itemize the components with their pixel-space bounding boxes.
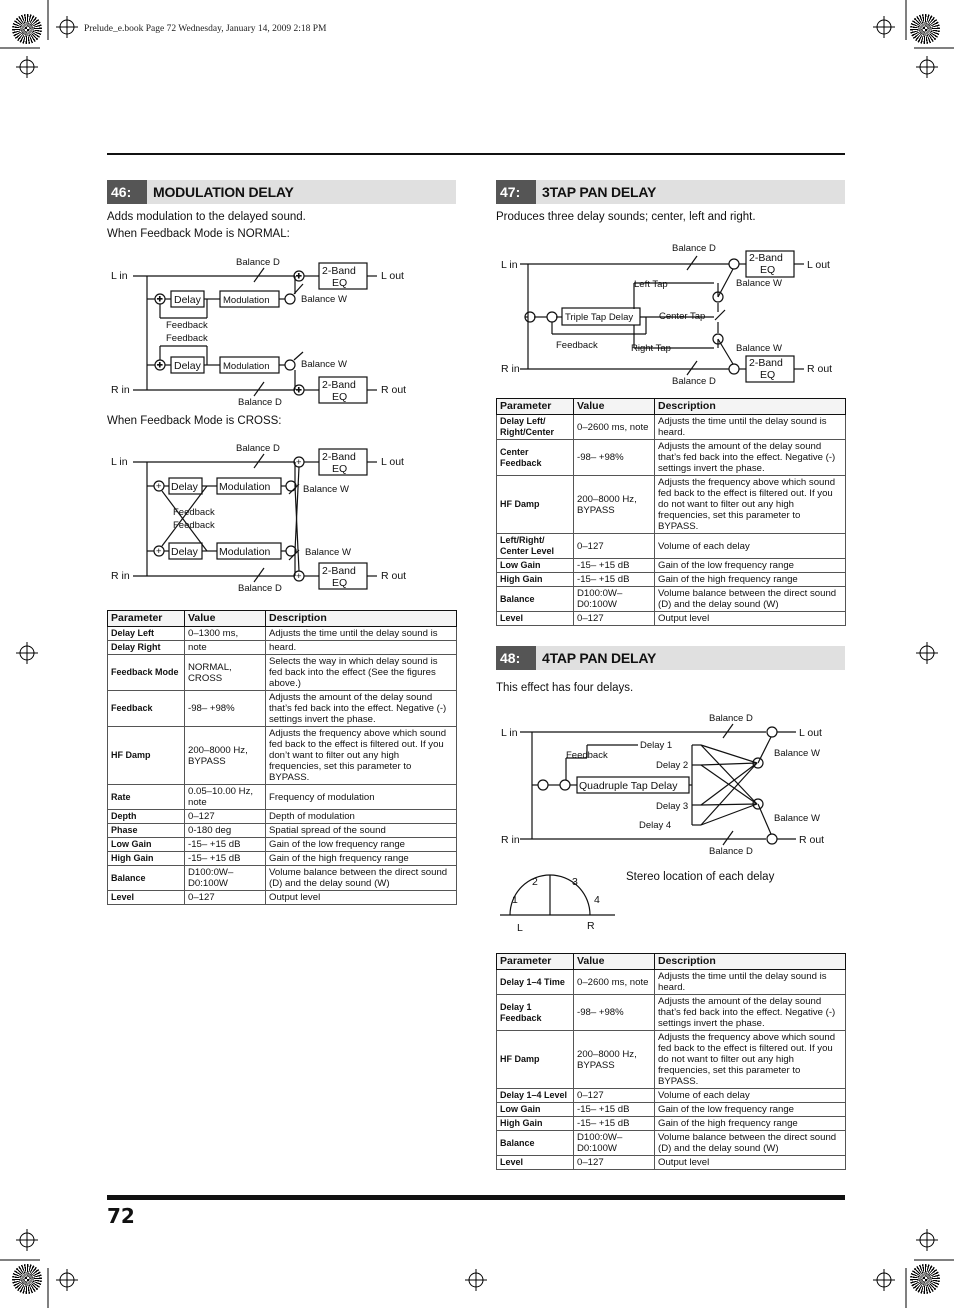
balance-w-label: Balance W <box>736 278 782 289</box>
description-cell: Gain of the low frequency range <box>655 1103 846 1117</box>
svg-text:+: + <box>157 360 163 371</box>
l-in-label: L in <box>111 270 128 282</box>
param-cell: Balance <box>108 866 185 891</box>
table-row <box>497 1031 846 1089</box>
description-cell: Spatial spread of the sound <box>266 824 457 838</box>
param-cell: Delay 1 Feedback <box>497 995 574 1031</box>
file-info-header: Prelude_e.book Page 72 Wednesday, January 14, 2009 2:18 PM <box>84 24 327 34</box>
value-cell: 0–127 <box>574 1156 655 1170</box>
description-cell: Volume balance between the direct sound (D) and the delay sound (W) <box>266 866 457 891</box>
column-header: Value <box>574 399 655 415</box>
value-cell: -15– +15 dB <box>185 838 266 852</box>
eq-label: EQ <box>332 391 348 403</box>
right-tap-label: Right Tap <box>631 343 671 354</box>
param-cell: Rate <box>108 785 185 810</box>
description-cell: Gain of the low frequency range <box>266 838 457 852</box>
delay-4-label: Delay 4 <box>639 820 672 831</box>
description-cell: heard. <box>266 641 457 655</box>
delay-2-label: Delay 2 <box>656 760 689 771</box>
balance-d-label: Balance D <box>709 713 753 724</box>
param-cell: Level <box>497 612 574 626</box>
description-cell: Volume balance between the direct sound (D) and the delay sound (W) <box>655 587 846 612</box>
crosshair-icon <box>916 642 938 664</box>
eq-label: EQ <box>760 264 776 276</box>
balance-w-label: Balance W <box>305 547 351 558</box>
crosshair-icon <box>56 16 78 38</box>
3tap-pan-delay-param-table <box>496 398 846 626</box>
r-in-label: R in <box>111 384 130 396</box>
cross-caption: When Feedback Mode is CROSS: <box>107 415 282 427</box>
3tap-pan-delay-diagram <box>496 238 845 388</box>
stereo-location-diagram <box>500 868 630 938</box>
param-cell: Feedback <box>108 691 185 727</box>
bottom-rule <box>107 1195 845 1200</box>
balance-w-label: Balance W <box>303 484 349 495</box>
value-cell: 0–2600 ms, note <box>574 970 655 995</box>
column-header: Parameter <box>497 399 574 415</box>
table-row <box>497 476 846 534</box>
modulation-block-label: Modulation <box>223 295 270 306</box>
table-row <box>497 534 846 559</box>
section-header-47 <box>496 180 845 204</box>
4tap-pan-delay-diagram <box>496 708 845 858</box>
r-out-label: R out <box>381 384 407 396</box>
feedback-label: Feedback <box>556 340 598 351</box>
crosshair-icon <box>16 1229 38 1251</box>
crosshair-icon <box>56 1269 78 1291</box>
quadruple-tap-delay-label: Quadruple Tap Delay <box>579 780 678 792</box>
value-cell: -15– +15 dB <box>574 1103 655 1117</box>
eq-label: 2-Band <box>322 379 356 391</box>
param-cell: Center Feedback <box>497 440 574 476</box>
table-row <box>497 1156 846 1170</box>
description-cell: Gain of the high frequency range <box>655 573 846 587</box>
feedback-label: Feedback <box>166 333 208 344</box>
param-cell: High Gain <box>497 1117 574 1131</box>
table-row <box>497 1089 846 1103</box>
description-cell: Output level <box>655 612 846 626</box>
triple-tap-delay-label: Triple Tap Delay <box>565 312 634 323</box>
table-row <box>108 891 457 905</box>
table-row <box>497 587 846 612</box>
crosshair-icon <box>916 56 938 78</box>
description-cell: Adjusts the frequency above which sound fed back to the effect is filtered out. If you do not want to filter out any high frequencies, set this parameter to BYPASS. <box>655 476 846 534</box>
crosshair-icon <box>873 1269 895 1291</box>
value-cell: -98– +98% <box>574 440 655 476</box>
description-cell: Volume of each delay <box>655 534 846 559</box>
crosshair-icon <box>873 16 895 38</box>
value-cell: D100:0W– D0:100W <box>185 866 266 891</box>
delay-block-label: Delay <box>171 481 198 493</box>
right-position-label: R <box>587 920 595 932</box>
value-cell: note <box>185 641 266 655</box>
balance-d-label: Balance D <box>709 846 753 857</box>
section-number: 47: <box>496 180 536 204</box>
table-row <box>497 995 846 1031</box>
eq-label: EQ <box>332 277 348 289</box>
description-cell: Adjusts the amount of the delay sound that’s fed back into the effect. Negative (-) settings invert the phase. <box>655 440 846 476</box>
section-number: 46: <box>107 180 147 204</box>
l-out-label: L out <box>799 727 822 739</box>
param-cell: Delay Right <box>108 641 185 655</box>
table-row <box>108 810 457 824</box>
table-row <box>497 573 846 587</box>
value-cell: 0–127 <box>574 534 655 559</box>
column-header: Value <box>574 954 655 970</box>
balance-d-label: Balance D <box>236 443 280 454</box>
feedback-label: Feedback <box>166 320 208 331</box>
value-cell: -98– +98% <box>185 691 266 727</box>
table-row <box>108 824 457 838</box>
value-cell: 0–127 <box>574 612 655 626</box>
balance-d-label: Balance D <box>238 583 282 594</box>
feedback-label: Feedback <box>566 750 608 761</box>
value-cell: -98– +98% <box>574 995 655 1031</box>
balance-w-label: Balance W <box>736 343 782 354</box>
value-cell: 0–2600 ms, note <box>574 415 655 440</box>
table-row <box>108 838 457 852</box>
value-cell: -15– +15 dB <box>574 573 655 587</box>
center-tap-label: Center Tap <box>659 311 706 322</box>
position-2-label: 2 <box>532 876 538 888</box>
description-cell: Gain of the high frequency range <box>655 1117 846 1131</box>
eq-label: 2-Band <box>322 565 356 577</box>
param-cell: Delay 1–4 Level <box>497 1089 574 1103</box>
param-cell: Delay Left/ Right/Center <box>497 415 574 440</box>
l-in-label: L in <box>111 456 128 468</box>
value-cell: D100:0W– D0:100W <box>574 587 655 612</box>
r-out-label: R out <box>381 570 407 582</box>
section-header-48 <box>496 646 845 670</box>
section-title: 3TAP PAN DELAY <box>542 184 657 200</box>
section-48-intro: This effect has four delays. <box>496 682 634 694</box>
delay-1-label: Delay 1 <box>640 740 673 751</box>
position-4-label: 4 <box>594 894 600 906</box>
description-cell: Adjusts the time until the delay sound is heard. <box>655 970 846 995</box>
crosshair-icon <box>465 1269 487 1291</box>
param-cell: High Gain <box>108 852 185 866</box>
r-in-label: R in <box>501 363 520 375</box>
column-header: Description <box>266 611 457 627</box>
value-cell: 0–127 <box>574 1089 655 1103</box>
param-cell: Low Gain <box>497 1103 574 1117</box>
value-cell: 0–127 <box>185 891 266 905</box>
page-number: 72 <box>107 1204 135 1228</box>
table-header-row <box>497 399 846 415</box>
svg-text:+: + <box>157 294 163 305</box>
balance-d-label: Balance D <box>672 376 716 387</box>
section-title: 4TAP PAN DELAY <box>542 650 657 666</box>
value-cell: -15– +15 dB <box>185 852 266 866</box>
description-cell: Adjusts the amount of the delay sound that’s fed back into the effect. Negative (-) settings invert the phase. <box>266 691 457 727</box>
balance-w-label: Balance W <box>774 748 820 759</box>
table-row <box>108 655 457 691</box>
column-header: Description <box>655 954 846 970</box>
l-out-label: L out <box>381 270 404 282</box>
description-cell: Gain of the low frequency range <box>655 559 846 573</box>
description-cell: Adjusts the amount of the delay sound that’s fed back into the effect. Negative (-) settings invert the phase. <box>655 995 846 1031</box>
description-cell: Volume of each delay <box>655 1089 846 1103</box>
registration-spiral-bottom-left <box>12 1264 42 1294</box>
param-cell: Balance <box>497 1131 574 1156</box>
feedback-label: Feedback <box>173 507 215 518</box>
param-cell: Level <box>108 891 185 905</box>
svg-text:+: + <box>296 571 302 582</box>
value-cell: 0–1300 ms, <box>185 627 266 641</box>
description-cell: Selects the way in which delay sound is fed back into the effect (See the figures above.) <box>266 655 457 691</box>
table-row <box>108 641 457 655</box>
intro-text: Adds modulation to the delayed sound. <box>107 211 306 223</box>
table-row <box>108 785 457 810</box>
left-tap-label: Left Tap <box>634 279 668 290</box>
table-row <box>497 559 846 573</box>
description-cell: Adjusts the frequency above which sound fed back to the effect is filtered out. If you do not want to filter out any high frequencies, set this parameter to BYPASS. <box>655 1031 846 1089</box>
param-cell: HF Damp <box>497 1031 574 1089</box>
description-cell: Output level <box>266 891 457 905</box>
modulation-delay-cross-diagram <box>107 438 456 598</box>
crosshair-icon <box>16 642 38 664</box>
value-cell: 200–8000 Hz, BYPASS <box>574 1031 655 1089</box>
table-row <box>497 440 846 476</box>
value-cell: 0–127 <box>185 810 266 824</box>
param-cell: Balance <box>497 587 574 612</box>
modulation-delay-normal-diagram <box>107 252 456 412</box>
eq-label: 2-Band <box>322 451 356 463</box>
param-cell: Level <box>497 1156 574 1170</box>
l-in-label: L in <box>501 727 518 739</box>
value-cell: D100:0W– D0:100W <box>574 1131 655 1156</box>
table-row <box>108 691 457 727</box>
description-cell: Adjusts the frequency above which sound fed back to the effect is filtered out. If you don’t want to filter out any high frequencies, set this parameter to BYPASS. <box>266 727 457 785</box>
param-cell: HF Damp <box>497 476 574 534</box>
table-row <box>497 1117 846 1131</box>
crosshair-icon <box>916 1229 938 1251</box>
description-cell: Adjusts the time until the delay sound is heard. <box>655 415 846 440</box>
modulation-delay-param-table <box>107 610 457 905</box>
modulation-block-label: Modulation <box>223 361 270 372</box>
value-cell: -15– +15 dB <box>574 559 655 573</box>
description-cell: Depth of modulation <box>266 810 457 824</box>
param-cell: Delay Left <box>108 627 185 641</box>
svg-text:+: + <box>296 271 302 282</box>
eq-label: 2-Band <box>749 252 783 264</box>
table-row <box>497 612 846 626</box>
table-header-row <box>108 611 457 627</box>
description-cell: Volume balance between the direct sound (D) and the delay sound (W) <box>655 1131 846 1156</box>
value-cell: -15– +15 dB <box>574 1117 655 1131</box>
table-row <box>108 727 457 785</box>
value-cell: 0.05–10.00 Hz, note <box>185 785 266 810</box>
table-row <box>497 1131 846 1156</box>
4tap-pan-delay-param-table <box>496 953 846 1170</box>
param-cell: Depth <box>108 810 185 824</box>
table-row <box>497 1103 846 1117</box>
balance-d-label: Balance D <box>238 397 282 408</box>
param-cell: Phase <box>108 824 185 838</box>
eq-label: EQ <box>332 577 348 589</box>
balance-w-label: Balance W <box>301 359 347 370</box>
value-cell: NORMAL, CROSS <box>185 655 266 691</box>
description-cell: Gain of the high frequency range <box>266 852 457 866</box>
table-header-row <box>497 954 846 970</box>
r-in-label: R in <box>111 570 130 582</box>
r-out-label: R out <box>807 363 833 375</box>
section-header-46 <box>107 180 456 204</box>
feedback-label: Feedback <box>173 520 215 531</box>
value-cell: 0-180 deg <box>185 824 266 838</box>
modulation-block-label: Modulation <box>219 481 271 493</box>
param-cell: HF Damp <box>108 727 185 785</box>
position-3-label: 3 <box>572 876 578 888</box>
registration-spiral-top-right <box>910 14 940 44</box>
left-position-label: L <box>517 922 523 934</box>
param-cell: Left/Right/ Center Level <box>497 534 574 559</box>
section-47-intro: Produces three delay sounds; center, left and right. <box>496 211 756 223</box>
r-in-label: R in <box>501 834 520 846</box>
param-cell: High Gain <box>497 573 574 587</box>
r-out-label: R out <box>799 834 825 846</box>
param-cell: Low Gain <box>497 559 574 573</box>
eq-label: 2-Band <box>322 265 356 277</box>
description-cell: Adjusts the time until the delay sound is <box>266 627 457 641</box>
table-row <box>108 866 457 891</box>
svg-text:+: + <box>296 385 302 396</box>
delay-block-label: Delay <box>174 294 201 306</box>
description-cell: Output level <box>655 1156 846 1170</box>
column-header: Parameter <box>497 954 574 970</box>
section-46-intro <box>107 209 456 243</box>
crosshair-icon <box>16 56 38 78</box>
delay-block-label: Delay <box>174 360 201 372</box>
registration-spiral-top-left <box>12 14 42 44</box>
position-1-label: 1 <box>512 894 518 906</box>
balance-w-label: Balance W <box>774 813 820 824</box>
svg-text:+: + <box>156 481 162 492</box>
delay-3-label: Delay 3 <box>656 801 689 812</box>
param-cell: Low Gain <box>108 838 185 852</box>
table-row <box>497 970 846 995</box>
stereo-location-caption: Stereo location of each delay <box>626 871 775 883</box>
column-header: Value <box>185 611 266 627</box>
registration-spiral-bottom-right <box>910 1264 940 1294</box>
column-header: Parameter <box>108 611 185 627</box>
eq-label: EQ <box>332 463 348 475</box>
l-out-label: L out <box>381 456 404 468</box>
description-cell: Frequency of modulation <box>266 785 457 810</box>
table-row <box>497 415 846 440</box>
svg-text:+: + <box>296 457 302 468</box>
normal-caption: When Feedback Mode is NORMAL: <box>107 228 290 240</box>
top-rule <box>107 153 845 155</box>
balance-d-label: Balance D <box>236 257 280 268</box>
section-title: MODULATION DELAY <box>153 184 294 200</box>
l-out-label: L out <box>807 259 830 271</box>
value-cell: 200–8000 Hz, BYPASS <box>185 727 266 785</box>
balance-d-label: Balance D <box>672 243 716 254</box>
param-cell: Feedback Mode <box>108 655 185 691</box>
delay-block-label: Delay <box>171 546 198 558</box>
table-row <box>108 852 457 866</box>
table-row <box>108 627 457 641</box>
modulation-block-label: Modulation <box>219 546 271 558</box>
param-cell: Delay 1–4 Time <box>497 970 574 995</box>
column-header: Description <box>655 399 846 415</box>
svg-text:+: + <box>156 546 162 557</box>
value-cell: 200–8000 Hz, BYPASS <box>574 476 655 534</box>
section-number: 48: <box>496 646 536 670</box>
balance-w-label: Balance W <box>301 294 347 305</box>
eq-label: EQ <box>760 369 776 381</box>
eq-label: 2-Band <box>749 357 783 369</box>
l-in-label: L in <box>501 259 518 271</box>
